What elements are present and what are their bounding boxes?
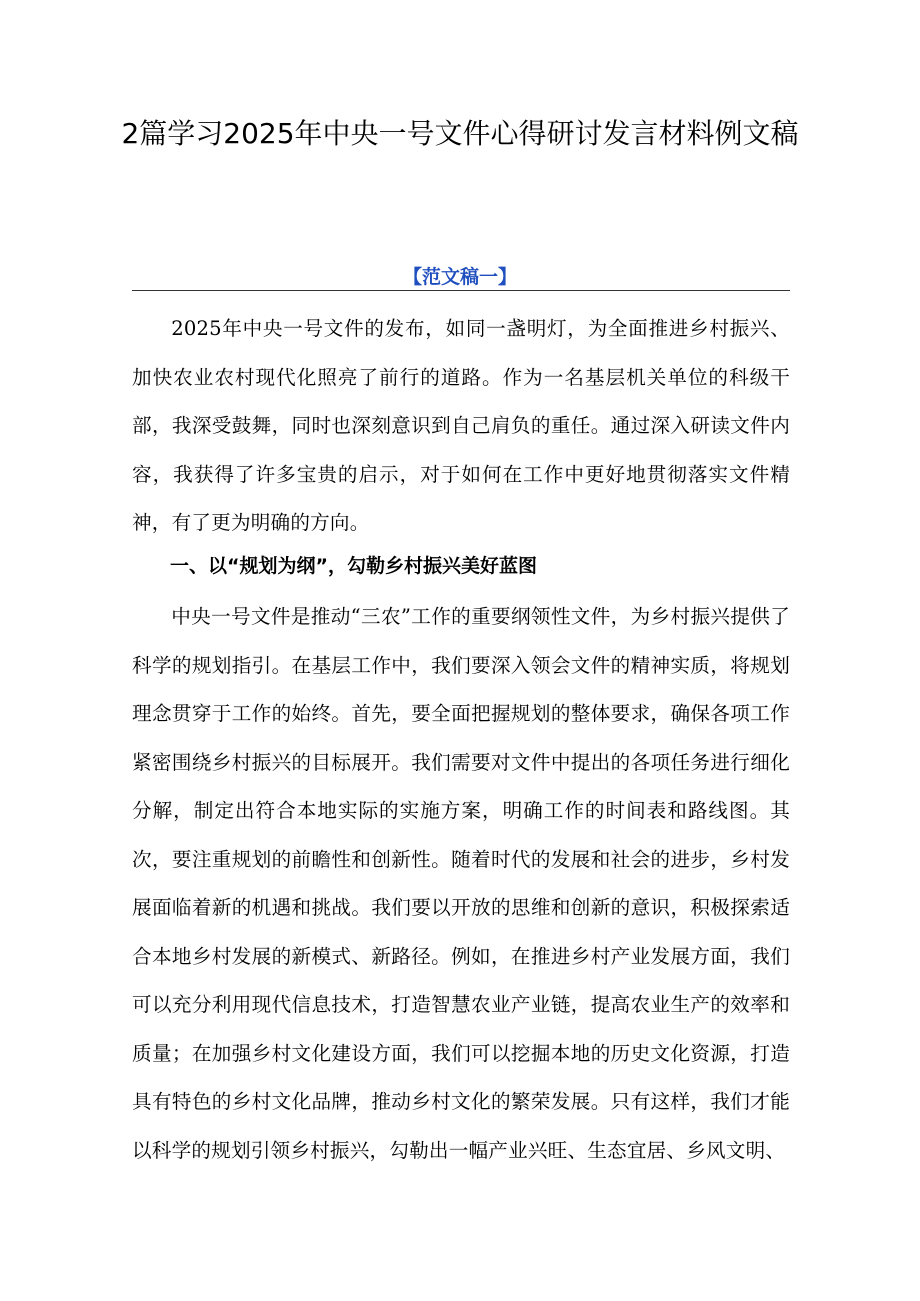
paragraph-intro: 2025年中央一号文件的发布，如同一盏明灯，为全面推进乡村振兴、加快农业农村现代化照亮了前行的道路。作为一名基层机关单位的科级干部，我深受鼓舞，同时也深刻意识到自己肩负的重任。通过深入研读文件内容，我获得了许多宝贵的启示，对于如何在工作中更好地贯彻落实文件精神，有了更为明确的方向。	[132, 317, 790, 534]
paragraph-section-1: 中央一号文件是推动“三农”工作的重要纲领性文件，为乡村振兴提供了科学的规划指引。在基层工作中，我们要深入领会文件的精神实质，将规划理念贯穿于工作的始终。首先，要全面把握规划的整体要求，确保各项工作紧密围绕乡村振兴的目标展开。我们需要对文件中提出的各项任务进行细化分解，制定出符合本地实际的实施方案，明确工作的时间表和路线图。其次，要注重规划的前瞻性和创新性。随着时代的发展和社会的进步，乡村发展面临着新的机遇和挑战。我们要以开放的思维和创新的意识，积极探索适合本地乡村发展的新模式、新路径。例如，在推进乡村产业发展方面，我们可以充分利用现代信息技术，打造智慧农业产业链，提高农业生产的效率和质量；在加强乡村文化建设方面，我们可以挖掘本地的历史文化资源，打造具有特色的乡村文化品牌，推动乡村文化的繁荣发展。只有这样，我们才能以科学的规划引领乡村振兴，勾勒出一幅产业兴旺、生态宜居、乡风文明、	[132, 605, 790, 1162]
section-label: 【范文稿一】	[402, 266, 517, 288]
document-title: 2篇学习2025年中央一号文件心得研讨发言材料例文稿	[121, 117, 799, 150]
section-heading-1: 一、以“规划为纲”，勾勒乡村振兴美好蓝图	[170, 555, 537, 577]
divider-line	[132, 290, 790, 291]
